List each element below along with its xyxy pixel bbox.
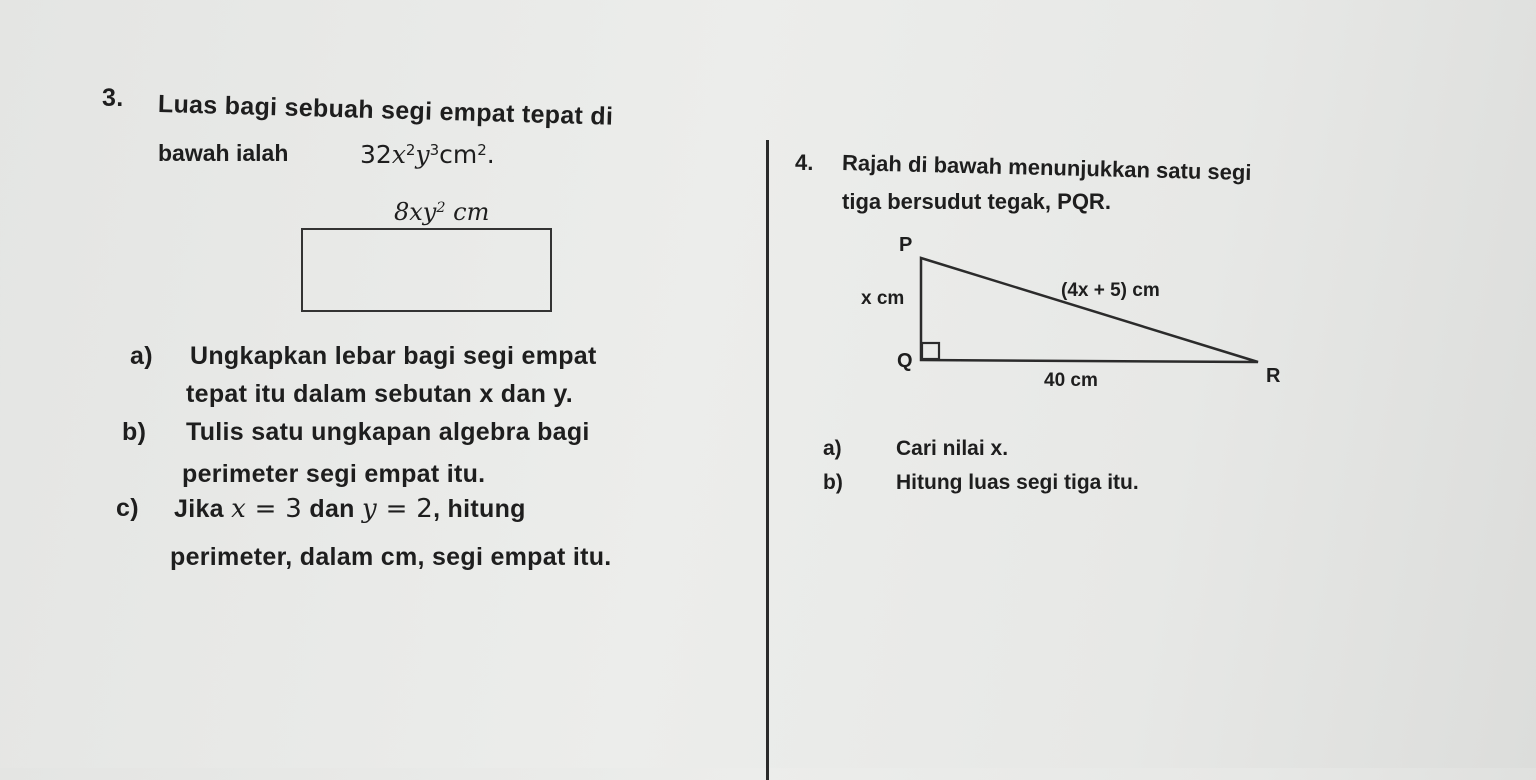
q3-intro-line2: bawah ialah — [158, 140, 289, 166]
q3b-line2: perimeter segi empat itu. — [182, 460, 486, 488]
right-angle-marker — [922, 343, 939, 359]
q4-number: 4. — [795, 150, 814, 175]
vertex-p-label: P — [899, 234, 913, 256]
triangle-pqr — [921, 258, 1258, 362]
q3-number: 3. — [102, 84, 124, 112]
q3-area-expression: $32x^2y^3cm^2$. — [360, 140, 495, 169]
q3b-marker: b) — [122, 418, 147, 446]
q3-intro-line1: Luas bagi sebuah segi empat tepat di — [157, 90, 614, 131]
rect-length-label: $8xy^2$ cm — [394, 198, 490, 226]
side-pq-label: x cm — [861, 288, 905, 309]
q3c-line2: perimeter, dalam cm, segi empat itu. — [170, 543, 612, 571]
q3c-marker: c) — [116, 494, 139, 522]
q4-intro-line2: tiga bersudut tegak, PQR. — [842, 189, 1111, 214]
q3a-line2: tepat itu dalam sebutan x dan y. — [186, 380, 573, 408]
side-qr-label: 40 cm — [1044, 370, 1098, 391]
q3a-line1: Ungkapkan lebar bagi segi empat — [190, 342, 597, 370]
q4b-marker: b) — [823, 471, 843, 494]
q4b-text: Hitung luas segi tiga itu. — [896, 471, 1139, 494]
vertex-q-label: Q — [897, 350, 913, 372]
q4a-text: Cari nilai x. — [896, 437, 1009, 460]
side-pr-label: (4x + 5) cm — [1061, 280, 1160, 301]
q3c-line1: Jika x = 3 dan y = 2, hitung — [174, 494, 526, 524]
q4-intro-line1: Rajah di bawah menunjukkan satu segi — [841, 150, 1252, 186]
q3a-marker: a) — [130, 342, 153, 370]
q3b-line1: Tulis satu ungkapan algebra bagi — [186, 418, 590, 446]
q4a-marker: a) — [823, 437, 842, 460]
vertex-r-label: R — [1266, 365, 1281, 387]
